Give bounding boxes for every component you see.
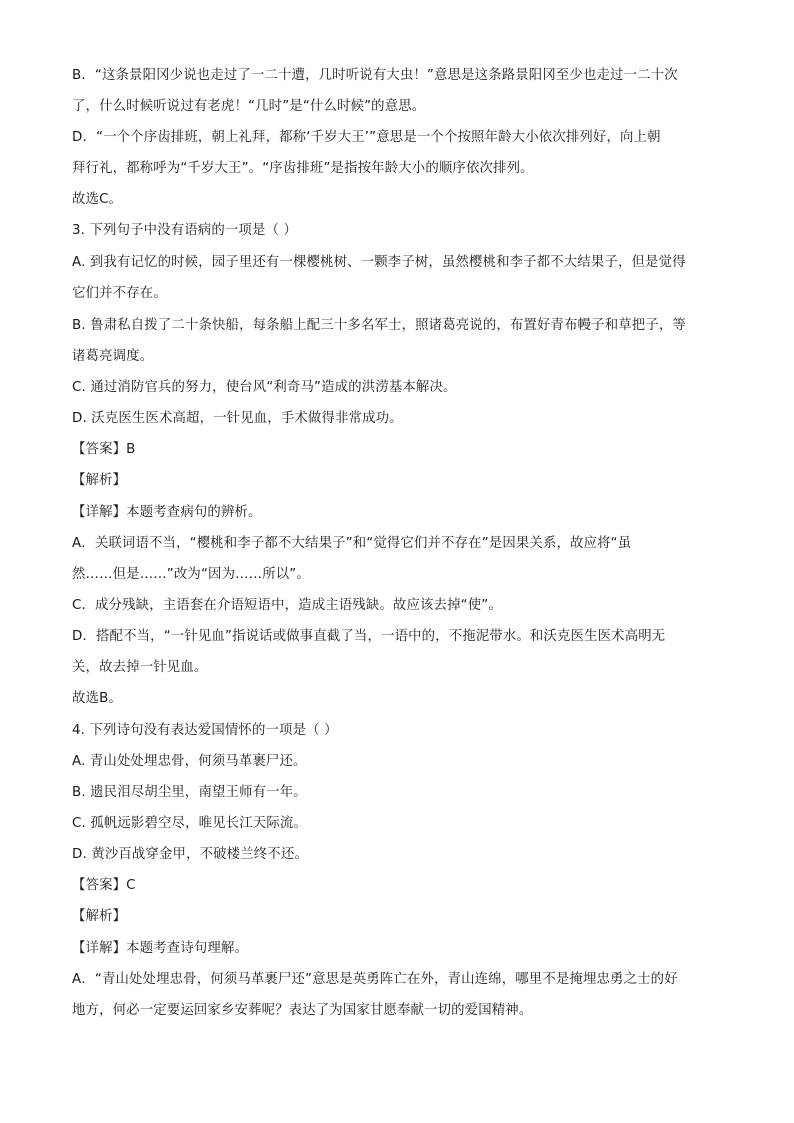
- question-3-option-c: C. 通过消防官兵的努力，使台风“利奇马”造成的洪涝基本解决。: [72, 380, 457, 395]
- question-4-option-d: D. 黄沙百战穿金甲，不破楼兰终不还。: [72, 847, 308, 862]
- question-3-option-a-line-1: A. 到我有记忆的时候，园子里还有一棵樱桃树、一颗李子树，虽然樱桃和李子都不大结果子，但是觉得: [72, 255, 686, 270]
- question-3-detail-a-line-2: 然……但是……”改为“因为……所以”。: [72, 567, 310, 582]
- question-3-option-a-line-2: 它们并不存在。: [72, 286, 167, 301]
- question-3-detail-c: C．成分残缺，主语套在介语短语中，造成主语残缺。故应该去掉“使”。: [72, 598, 502, 613]
- question-3-answer: 【答案】B: [72, 442, 136, 457]
- question-4-option-c: C. 孤帆远影碧空尽，唯见长江天际流。: [72, 816, 307, 831]
- question-3-detail-d-line-1: D．搭配不当，“一针见血”指说话或做事直截了当，一语中的，不拖泥带水。和沃克医生医术高明无: [72, 629, 666, 644]
- question-4-analysis-heading: 【解析】: [72, 909, 127, 924]
- question-3-stem: 3. 下列句子中没有语病的一项是（ ）: [72, 223, 297, 238]
- question-3-option-d: D. 沃克医生医术高超，一针见血，手术做得非常成功。: [72, 411, 403, 426]
- question-4-option-a: A. 青山处处埋忠骨，何须马革裹尸还。: [72, 754, 307, 769]
- question-4-option-b: B. 遗民泪尽胡尘里，南望王师有一年。: [72, 785, 307, 800]
- answer-choice-q3: 故选B。: [72, 691, 122, 706]
- question-3-detail-a-line-1: A．关联词语不当，“樱桃和李子都不大结果子”和“觉得它们并不存在”是因果关系，故应将“虽: [72, 536, 632, 551]
- answer-choice-q2: 故选C。: [72, 192, 123, 207]
- option-b-explanation-line-2: 了，什么时候听说过有老虎！“几时”是“什么时候”的意思。: [72, 99, 426, 114]
- question-3-detail-heading: 【详解】本题考查病句的辨析。: [72, 505, 262, 520]
- option-d-explanation-line-2: 拜行礼，都称呼为“千岁大王”。“序齿排班”是指按年龄大小的顺序依次排列。: [72, 161, 534, 176]
- question-3-option-b-line-2: 诸葛亮调度。: [72, 349, 154, 364]
- option-b-explanation-line-1: B．“这条景阳冈少说也走过了一二十遭，几时听说有大虫！”意思是这条路景阳冈至少也走过一二十次: [72, 68, 678, 83]
- question-4-detail-a-line-2: 地方，何必一定要运回家乡安葬呢？表达了为国家甘愿奉献一切的爱国精神。: [72, 1003, 533, 1018]
- question-3-detail-d-line-2: 关，故去掉一针见血。: [72, 660, 208, 675]
- option-d-explanation-line-1: D．“一个个序齿排班，朝上礼拜，都称‘千岁大王’”意思是一个个按照年龄大小依次排列好，向上朝: [72, 130, 661, 145]
- question-3-option-b-line-1: B. 鲁肃私自拨了二十条快船，每条船上配三十多名军士，照诸葛亮说的，布置好青布幔子和草把子，等: [72, 318, 686, 333]
- question-3-analysis-heading: 【解析】: [72, 473, 127, 488]
- question-4-answer: 【答案】C: [72, 878, 136, 893]
- question-4-detail-heading: 【详解】本题考查诗句理解。: [72, 941, 249, 956]
- question-4-stem: 4. 下列诗句没有表达爱国情怀的一项是（ ）: [72, 723, 338, 738]
- question-4-detail-a-line-1: A．“青山处处埋忠骨，何须马革裹尸还”意思是英勇阵亡在外，青山连绵，哪里不是掩埋忠勇之士的好: [72, 972, 678, 987]
